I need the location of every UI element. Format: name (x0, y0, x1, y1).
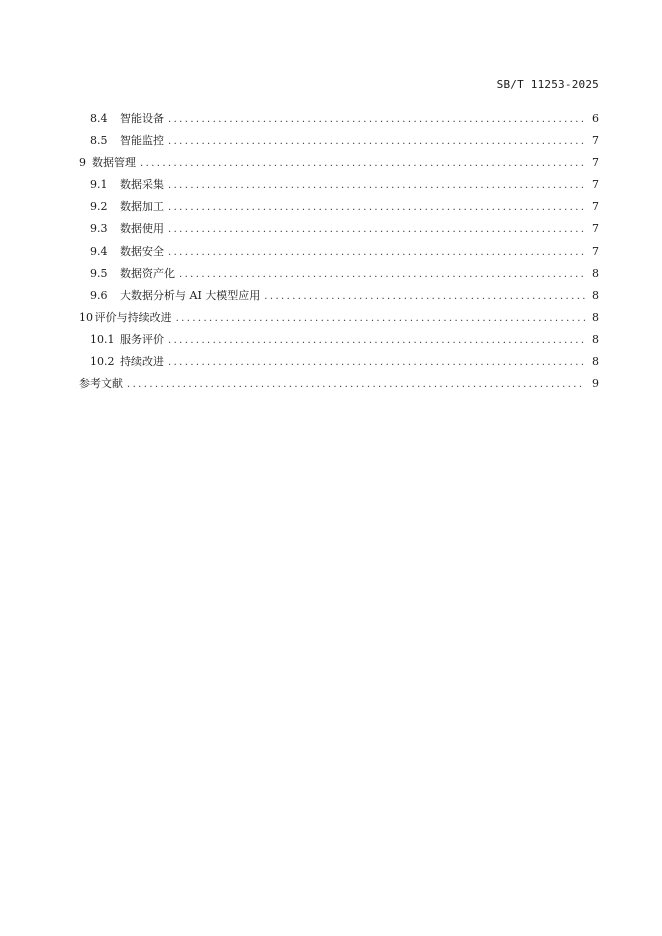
dot-leader (179, 269, 585, 280)
toc-entry-title: 持续改进 (120, 355, 164, 369)
toc-entry[interactable] (79, 198, 599, 220)
dot-leader (168, 224, 585, 235)
toc-entry-title: 服务评价 (120, 332, 164, 346)
toc-entry-title: 智能监控 (120, 134, 164, 148)
toc-entry-page: 8 (592, 310, 599, 324)
toc-entry-page: 7 (592, 156, 599, 170)
toc-entry[interactable] (79, 132, 599, 154)
dot-leader (168, 335, 585, 346)
toc-entry-page: 9 (592, 377, 599, 391)
toc-entry-title: 参考文献 (79, 377, 123, 391)
toc-entry-title: 数据使用 (120, 222, 164, 236)
toc-entry-number: 8.5 (90, 134, 108, 148)
toc-entry[interactable] (79, 287, 599, 309)
dot-leader (168, 202, 585, 213)
toc-entry-number: 10 (79, 310, 93, 324)
toc-entry-number: 9.4 (90, 244, 108, 258)
toc-entry-page: 8 (592, 332, 599, 346)
toc-entry-number: 10.2 (90, 355, 115, 369)
toc-entry[interactable] (79, 176, 599, 198)
dot-leader (168, 357, 585, 368)
table-of-contents (79, 110, 599, 397)
toc-entry-page: 7 (592, 178, 599, 192)
dot-leader (140, 158, 585, 169)
toc-entry-title: 数据资产化 (120, 266, 175, 280)
toc-entry[interactable] (79, 265, 599, 287)
toc-entry[interactable] (79, 353, 599, 375)
dot-leader (168, 180, 585, 191)
toc-entry-page: 6 (592, 112, 599, 125)
toc-entry[interactable] (79, 110, 599, 132)
toc-entry-page: 8 (592, 355, 599, 369)
toc-entry-number: 9.5 (90, 266, 108, 280)
toc-entry-page: 7 (592, 222, 599, 236)
toc-entry-title: 数据管理 (92, 156, 137, 170)
dot-leader (264, 291, 585, 302)
toc-entry-number: 9.2 (90, 200, 108, 214)
toc-entry-title: 数据采集 (120, 178, 164, 192)
toc-entry-title: 数据加工 (120, 200, 164, 214)
toc-entry-page: 7 (592, 200, 599, 214)
toc-entry[interactable] (79, 375, 599, 397)
toc-entry-page: 7 (592, 244, 599, 258)
toc-entry-title: 评价与持续改进 (94, 310, 172, 324)
toc-entry[interactable] (79, 331, 599, 353)
toc-entry-number: 9.1 (90, 178, 108, 192)
dot-leader (176, 313, 585, 324)
dot-leader (168, 247, 585, 258)
dot-leader (168, 114, 585, 125)
toc-entry[interactable] (79, 309, 599, 331)
toc-entry[interactable] (79, 154, 599, 176)
toc-entry-title: 大数据分析与 AI 大模型应用 (120, 288, 261, 302)
toc-entry-number: 10.1 (90, 332, 115, 346)
toc-entry-number: 9 (79, 156, 86, 170)
toc-entry-number: 9.3 (90, 222, 108, 236)
toc-entry-number: 9.6 (90, 288, 108, 302)
dot-leader (127, 379, 585, 390)
toc-entry-page: 7 (592, 134, 599, 148)
standard-code: SB/T 11253-2025 (496, 78, 599, 91)
toc-entry[interactable] (79, 220, 599, 242)
toc-entry[interactable] (79, 243, 599, 265)
toc-entry-number: 8.4 (90, 112, 108, 125)
toc-entry-title: 数据安全 (120, 244, 164, 258)
dot-leader (168, 136, 585, 147)
toc-entry-page: 8 (592, 288, 599, 302)
toc-entry-title: 智能设备 (120, 112, 164, 125)
toc-entry-page: 8 (592, 266, 599, 280)
